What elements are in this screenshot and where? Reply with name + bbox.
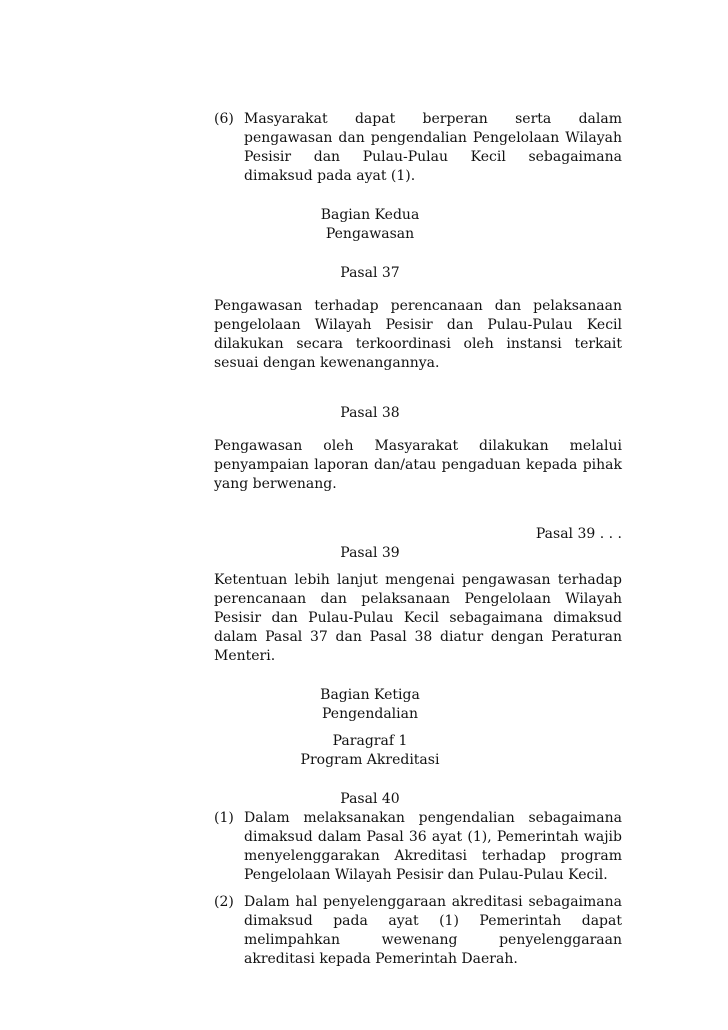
pasal-39-text: Ketentuan lebih lanjut mengenai pengawasan terhadap perencanaan dan pelaksanaan Pengelolaan Wilayah Pesisir dan Pulau-Pulau Kecil sebagaimana dimaksud dalam Pasal 37 dan Pasal 38 diatur dengan Peraturan Menteri. — [214, 572, 622, 664]
ayat-6 — [214, 110, 622, 186]
bagian-kedua-subtitle: Pengawasan — [325, 226, 415, 242]
bagian-ketiga-title: Bagian Ketiga — [320, 687, 420, 703]
document-page — [214, 110, 622, 969]
ayat-text: Masyarakat dapat berperan serta dalam pengawasan dan pengendalian Pengelolaan Wilayah Pesisir dan Pulau-Pulau Kecil sebagaimana dimaksud pada ayat (1). — [244, 111, 622, 184]
paragraf-1-subtitle: Program Akreditasi — [300, 752, 440, 768]
ayat-number: (1) — [214, 810, 234, 826]
pasal-37-heading: Pasal 37 — [340, 265, 400, 281]
pasal-39-heading: Pasal 39 — [340, 545, 400, 561]
pasal-38-heading: Pasal 38 — [340, 405, 400, 421]
pasal-40-ayat-2 — [214, 893, 622, 969]
ayat-number: (2) — [214, 894, 234, 910]
ayat-text: Dalam hal penyelenggaraan akreditasi sebagaimana dimaksud pada ayat (1) Pemerintah dapat melimpahkan wewenang penyelenggaraan akreditasi kepada Pemerintah Daerah. — [244, 894, 622, 967]
pasal-40-heading: Pasal 40 — [340, 791, 400, 807]
pasal-37-text: Pengawasan terhadap perencanaan dan pelaksanaan pengelolaan Wilayah Pesisir dan Pulau-Pulau Kecil dilakukan secara terkoordinasi oleh instansi terkait sesuai dengan kewenangannya. — [214, 298, 622, 371]
catchword: Pasal 39 . . . — [535, 526, 622, 542]
pasal-38-text: Pengawasan oleh Masyarakat dilakukan melalui penyampaian laporan dan/atau pengaduan kepada pihak yang berwenang. — [214, 438, 622, 492]
bagian-ketiga-subtitle: Pengendalian — [322, 706, 418, 722]
bagian-kedua-title: Bagian Kedua — [320, 207, 420, 223]
paragraf-1-title: Paragraf 1 — [332, 733, 408, 749]
ayat-number: (6) — [214, 111, 234, 127]
ayat-text: Dalam melaksanakan pengendalian sebagaimana dimaksud dalam Pasal 36 ayat (1), Pemerintah wajib menyelenggarakan Akreditasi terhadap program Pengelolaan Wilayah Pesisir dan Pulau-Pulau Kecil. — [244, 810, 622, 883]
pasal-40-ayat-1 — [214, 809, 622, 885]
